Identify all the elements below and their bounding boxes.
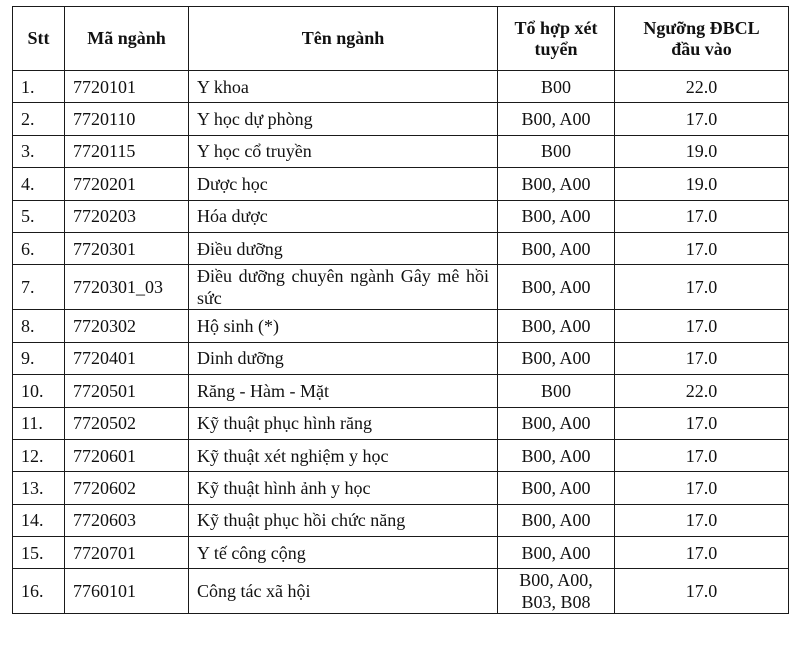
- row-combination: B00, A00: [498, 265, 615, 310]
- row-threshold: 17.0: [615, 472, 789, 504]
- table-row: [13, 407, 789, 439]
- table-row: [13, 71, 789, 103]
- table-row: [13, 310, 789, 342]
- admissions-table: [12, 6, 789, 614]
- row-threshold: 17.0: [615, 569, 789, 614]
- row-threshold: 19.0: [615, 168, 789, 200]
- row-stt: 15.: [13, 537, 65, 569]
- row-threshold: 17.0: [615, 103, 789, 135]
- row-combination: B00, A00: [498, 200, 615, 232]
- row-combination: B00, A00: [498, 537, 615, 569]
- row-threshold: 17.0: [615, 310, 789, 342]
- row-combination: B00, A00: [498, 232, 615, 264]
- row-stt: 13.: [13, 472, 65, 504]
- row-threshold: 17.0: [615, 200, 789, 232]
- row-major-name: Hóa dược: [189, 200, 498, 232]
- row-combination: B00, A00: [498, 472, 615, 504]
- table-body: [13, 71, 789, 614]
- row-major-code: 7720302: [65, 310, 189, 342]
- row-combination: B00: [498, 375, 615, 407]
- row-stt: 3.: [13, 135, 65, 167]
- table-row: [13, 375, 789, 407]
- row-combination: B00: [498, 135, 615, 167]
- row-major-code: 7720115: [65, 135, 189, 167]
- row-threshold: 17.0: [615, 232, 789, 264]
- row-threshold: 17.0: [615, 439, 789, 471]
- row-threshold: 17.0: [615, 265, 789, 310]
- row-major-name: Điều dưỡng: [189, 232, 498, 264]
- row-combination: B00, A00: [498, 168, 615, 200]
- table-row: [13, 135, 789, 167]
- row-major-name: Hộ sinh (*): [189, 310, 498, 342]
- header-combination: Tổ hợp xét tuyển: [498, 7, 615, 71]
- row-major-code: 7720602: [65, 472, 189, 504]
- table-row: [13, 504, 789, 536]
- table-row: [13, 265, 789, 310]
- row-major-code: 7720101: [65, 71, 189, 103]
- row-threshold: 22.0: [615, 375, 789, 407]
- row-threshold: 19.0: [615, 135, 789, 167]
- row-major-name: Kỹ thuật phục hình răng: [189, 407, 498, 439]
- row-combination: B00, A00: [498, 342, 615, 374]
- header-name: Tên ngành: [189, 7, 498, 71]
- row-stt: 9.: [13, 342, 65, 374]
- row-combination: B00, A00, B03, B08: [498, 569, 615, 614]
- row-major-code: 7720203: [65, 200, 189, 232]
- row-stt: 12.: [13, 439, 65, 471]
- row-major-code: 7720110: [65, 103, 189, 135]
- row-combination: B00, A00: [498, 407, 615, 439]
- row-major-code: 7720701: [65, 537, 189, 569]
- row-threshold: 17.0: [615, 342, 789, 374]
- table-row: [13, 569, 789, 614]
- row-major-code: 7720502: [65, 407, 189, 439]
- row-major-name: Y học cổ truyền: [189, 135, 498, 167]
- row-major-code: 7760101: [65, 569, 189, 614]
- row-major-name: Y khoa: [189, 71, 498, 103]
- row-major-name: Điều dưỡng chuyên ngành Gây mê hồi sức: [189, 265, 498, 310]
- table-row: [13, 200, 789, 232]
- table-row: [13, 342, 789, 374]
- table-row: [13, 232, 789, 264]
- header-stt: Stt: [13, 7, 65, 71]
- row-combination: B00, A00: [498, 439, 615, 471]
- row-major-name: Kỹ thuật phục hồi chức năng: [189, 504, 498, 536]
- row-threshold: 17.0: [615, 537, 789, 569]
- row-stt: 2.: [13, 103, 65, 135]
- row-threshold: 17.0: [615, 407, 789, 439]
- table-row: [13, 168, 789, 200]
- row-major-code: 7720201: [65, 168, 189, 200]
- row-major-name: Dược học: [189, 168, 498, 200]
- row-combination: B00, A00: [498, 504, 615, 536]
- row-major-code: 7720603: [65, 504, 189, 536]
- row-major-code: 7720501: [65, 375, 189, 407]
- row-stt: 16.: [13, 569, 65, 614]
- row-stt: 1.: [13, 71, 65, 103]
- row-stt: 8.: [13, 310, 65, 342]
- table-row: [13, 537, 789, 569]
- row-stt: 7.: [13, 265, 65, 310]
- row-stt: 14.: [13, 504, 65, 536]
- header-row: [13, 7, 789, 71]
- row-major-name: Kỹ thuật xét nghiệm y học: [189, 439, 498, 471]
- row-combination: B00, A00: [498, 310, 615, 342]
- row-major-code: 7720301: [65, 232, 189, 264]
- row-stt: 5.: [13, 200, 65, 232]
- header-code: Mã ngành: [65, 7, 189, 71]
- row-combination: B00: [498, 71, 615, 103]
- table-row: [13, 439, 789, 471]
- row-stt: 4.: [13, 168, 65, 200]
- row-major-name: Kỹ thuật hình ảnh y học: [189, 472, 498, 504]
- row-threshold: 22.0: [615, 71, 789, 103]
- row-major-name: Răng - Hàm - Mặt: [189, 375, 498, 407]
- row-stt: 6.: [13, 232, 65, 264]
- table-row: [13, 103, 789, 135]
- row-threshold: 17.0: [615, 504, 789, 536]
- row-combination: B00, A00: [498, 103, 615, 135]
- row-major-code: 7720301_03: [65, 265, 189, 310]
- row-major-code: 7720601: [65, 439, 189, 471]
- row-major-name: Y học dự phòng: [189, 103, 498, 135]
- admissions-table-container: [12, 6, 789, 614]
- row-stt: 10.: [13, 375, 65, 407]
- row-major-name: Y tế công cộng: [189, 537, 498, 569]
- row-major-name: Dinh dưỡng: [189, 342, 498, 374]
- row-major-code: 7720401: [65, 342, 189, 374]
- row-stt: 11.: [13, 407, 65, 439]
- header-threshold: Ngưỡng ĐBCL đầu vào: [615, 7, 789, 71]
- table-row: [13, 472, 789, 504]
- row-major-name: Công tác xã hội: [189, 569, 498, 614]
